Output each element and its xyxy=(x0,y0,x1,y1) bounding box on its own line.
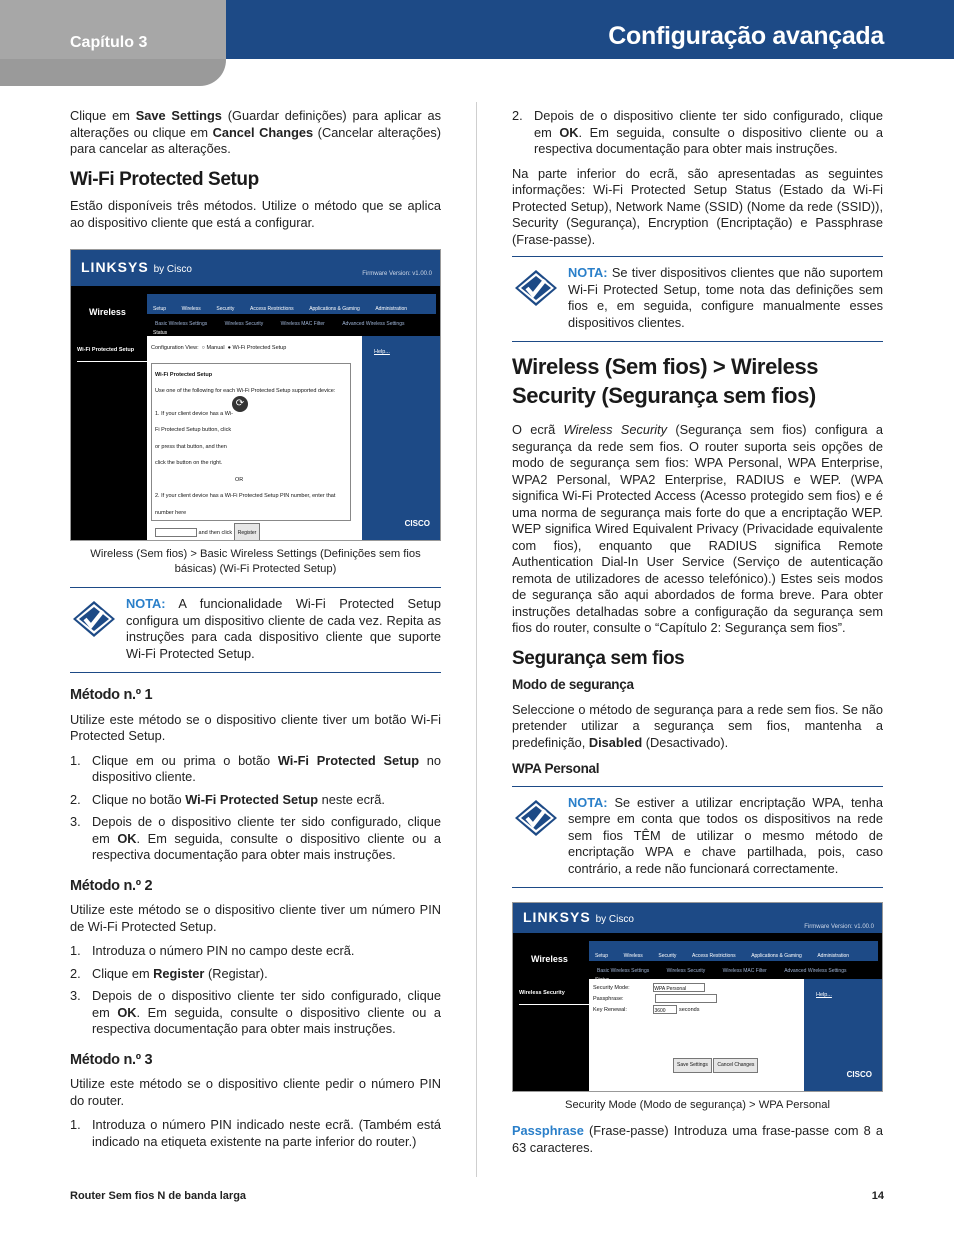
wps-text: Estão disponíveis três métodos. Utilize o método que se aplica ao dispositivo cliente que está a configurar. xyxy=(70,198,441,230)
wps-radio[interactable]: ● Wi-Fi Protected Setup xyxy=(227,345,287,351)
tab-setup[interactable]: Setup xyxy=(595,953,609,959)
passphrase-input[interactable] xyxy=(655,994,717,1003)
router-sidebar xyxy=(71,336,147,540)
subtab-mac[interactable]: Wireless MAC Filter xyxy=(280,321,325,327)
save-settings-button[interactable]: Save Settings xyxy=(673,1058,712,1073)
router-nav xyxy=(513,933,882,979)
wpa-heading: WPA Personal xyxy=(512,761,600,776)
router-body xyxy=(513,979,882,1091)
linksys-logo: LINKSYS by Cisco xyxy=(523,909,634,925)
info-paragraph: Na parte inferior do ecrã, são apresentadas as seguintes informações: Wi-Fi Protected Setup Status (Estado da Wi-Fi Protected Setup), Network Name (SSID) (Nome da rede (SSID)), Security (Segurança), Encryption (Encriptação) e Passphrase (Frase-passe). xyxy=(512,165,883,247)
method2-heading: Método n.º 2 xyxy=(70,877,153,894)
section-label: Wireless xyxy=(89,307,126,317)
checkmark-note-icon xyxy=(72,600,116,638)
security-heading: Segurança sem fios xyxy=(512,647,685,669)
wireless-security-text: O ecrã Wireless Security (Segurança sem fios) configura a segurança da rede sem fios. O router suporta seis opções de modo de segurança sem fios: WPA Personal, WPA Enterprise, WPA2 Personal, WPA2 Enterprise, RADIUS e WEP. (WPA significa Wi-Fi Protected Access (Acesso protegido sem fios) e é uma norma de segurança mais forte do que a encriptação WEP. WEP significa Wired Equivalent Privacy (Privacidade equivalente com fios), enquanto que RADIUS significa Remote Authentication Dial-In User Service (Serviço de autenticação remota de utilizadores de acesso telefónico).) Estes seis modos de segurança são aqui abordados de forma breve. Para obter instruções detalhadas sobre a configuração da segurança sem fios do router, consulte o “Capítulo 2: Segurança sem fios”. xyxy=(512,422,883,635)
router-sidebar xyxy=(513,979,589,1091)
method1-list xyxy=(70,753,441,864)
firmware-version: Firmware Version: v1.00.0 xyxy=(804,924,874,930)
or-label-1: OR xyxy=(235,476,244,483)
mode-heading: Modo de segurança xyxy=(512,677,634,692)
router-helpbar xyxy=(804,979,882,1091)
method2-text: Utilize este método se o dispositivo cliente tiver um número PIN de Wi-Fi Protected Setup. xyxy=(70,902,441,934)
list-item: 2. Clique no botão Wi-Fi Protected Setup neste ecrã. xyxy=(70,791,385,807)
method3-text: Utilize este método se o dispositivo cliente pedir o número PIN do router. xyxy=(70,1076,441,1108)
subtab-security[interactable]: Wireless Security xyxy=(666,968,706,974)
cancel-changes-button[interactable]: Cancel Changes xyxy=(713,1058,758,1073)
right-column xyxy=(512,108,883,1164)
pin-input[interactable] xyxy=(155,528,197,537)
intro-paragraph: Clique em Save Settings (Guardar definições) para aplicar as alterações ou clique em Cancel Changes (Cancelar alterações) para cancelar as alterações. xyxy=(70,108,441,156)
footer-product: Router Sem fios N de banda larga xyxy=(70,1190,247,1202)
config-view-row: Configuration View: ○ Manual ● Wi-Fi Protected Setup xyxy=(151,345,287,351)
router-main xyxy=(151,340,351,536)
section-label: Wireless xyxy=(531,954,568,964)
router-nav xyxy=(71,286,440,336)
subtab-mac[interactable]: Wireless MAC Filter xyxy=(722,968,767,974)
method3-heading: Método n.º 3 xyxy=(70,1051,153,1068)
router-subtabs xyxy=(589,963,878,980)
note-3: NOTA: Se estiver a utilizar encriptação WPA, tenha sempre em conta que todos os dispositivos na rede sem fios TÊM de utilizar o mesmo método de encriptação WPA e chave partilhada, pois, caso contrário, a rede não funcionará correctamente. xyxy=(512,786,883,889)
left-column xyxy=(70,108,441,1158)
chapter-label: Capítulo 3 xyxy=(70,34,148,51)
tab-access[interactable]: Access Restrictions xyxy=(250,306,294,312)
page-title: Configuração avançada xyxy=(608,22,884,50)
wps-step1: 1. If your client device has a Wi-Fi Protected Setup button, click or press that button, and then click the button on the right. xyxy=(155,410,233,466)
tab-wireless[interactable]: Wireless xyxy=(623,953,643,959)
register-button[interactable]: Register xyxy=(234,523,261,541)
list-item: 2. Depois de o dispositivo cliente ter sido configurado, clique em OK. Em seguida, consulte o dispositivo cliente ou a respectiva documentação para obter mais instruções. xyxy=(512,108,883,156)
list-item: 1. Introduza o número PIN no campo deste ecrã. xyxy=(70,943,355,958)
tab-admin[interactable]: Administration xyxy=(375,306,408,312)
key-renewal-input[interactable]: 3600 xyxy=(653,1005,677,1014)
list-item: 3. Depois de o dispositivo cliente ter sido configurado, clique em OK. Em seguida, consulte o dispositivo cliente ou a respectiva documentação para obter mais instruções. xyxy=(70,814,441,862)
tab-status[interactable]: Status xyxy=(153,329,168,336)
method3-list xyxy=(70,1117,441,1150)
passphrase-text: Passphrase (Frase-passe) Introduza uma frase-passe com 8 a 63 caracteres. xyxy=(512,1123,883,1155)
subtab-basic[interactable]: Basic Wireless Settings xyxy=(155,321,208,327)
note-1: NOTA: A funcionalidade Wi-Fi Protected Setup configura um dispositivo cliente de cada vez. Repita as instruções para cada dispositivo cliente que suporte Wi-Fi Protected Setup. xyxy=(70,587,441,673)
wps-heading: Wi-Fi Protected Setup xyxy=(70,168,259,190)
subtab-advanced[interactable]: Advanced Wireless Settings xyxy=(784,968,847,974)
checkmark-note-icon xyxy=(514,269,558,307)
linksys-logo: LINKSYS by Cisco xyxy=(81,259,192,275)
manual-radio[interactable]: ○ Manual xyxy=(201,345,225,351)
router-main: Security Mode: WPA Personal Passphrase: Key Renewal: 3600 seconds Save Settings Cancel Changes xyxy=(593,983,793,1073)
wpa-screenshot xyxy=(512,902,883,1092)
router-header xyxy=(513,903,882,933)
help-link[interactable]: Help... xyxy=(374,349,390,355)
list-item: 3. Depois de o dispositivo cliente ter sido configurado, clique em OK. Em seguida, consulte o dispositivo cliente ou a respectiva documentação para obter mais instruções. xyxy=(70,988,441,1036)
wps-box-sub: Use one of the following for each Wi-Fi Protected Setup supported device: xyxy=(155,388,336,394)
tab-access[interactable]: Access Restrictions xyxy=(692,953,736,959)
router-helpbar xyxy=(362,336,440,540)
tab-setup[interactable]: Setup xyxy=(153,306,167,312)
wps-screenshot xyxy=(70,249,441,541)
note-2: NOTA: Se tiver dispositivos clientes que não suportem Wi-Fi Protected Setup, tome nota das definições sem fios e, em seguida, configure manualmente esses dispositivos clientes. xyxy=(512,256,883,342)
checkmark-note-icon xyxy=(514,799,558,837)
list-item: 1. Clique em ou prima o botão Wi-Fi Protected Setup no dispositivo cliente. xyxy=(70,752,441,784)
screenshot1-caption: Wireless (Sem fios) > Basic Wireless Settings (Definições sem fios básicas) (Wi-Fi Protected Setup) xyxy=(90,548,421,575)
tab-security[interactable]: Security xyxy=(216,306,235,312)
sidebar-label: Wireless Security xyxy=(519,985,589,1005)
continued-list xyxy=(512,108,883,158)
wps-box: Wi-Fi Protected Setup Use one of the following for each Wi-Fi Protected Setup supported device: 1. If your client device has a Wi-Fi Protected Setup button, click or press that button, and then click the button on the right. ⟳ OR 2. If your client device has a Wi-Fi Protected Setup PIN number, enter that number here and then click Register xyxy=(151,363,351,521)
wps-box-title: Wi-Fi Protected Setup xyxy=(155,371,213,378)
page-number: 14 xyxy=(871,1190,884,1202)
tab-security[interactable]: Security xyxy=(658,953,677,959)
list-item: 2. Clique em Register (Registar). xyxy=(70,965,268,981)
list-item: 1. Introduza o número PIN indicado neste ecrã. (Também está indicado na etiqueta existente na parte inferior do router.) xyxy=(70,1117,441,1149)
method2-list xyxy=(70,943,441,1038)
method1-heading: Método n.º 1 xyxy=(70,687,153,703)
subtab-basic[interactable]: Basic Wireless Settings xyxy=(597,968,650,974)
wps-step2: 2. If your client device has a Wi-Fi Protected Setup PIN number, enter that number here xyxy=(155,493,336,516)
subtab-security[interactable]: Wireless Security xyxy=(224,321,264,327)
firmware-version: Firmware Version: v1.00.0 xyxy=(362,271,432,277)
router-tabs xyxy=(589,941,878,961)
screenshot2-caption: Security Mode (Modo de segurança) > WPA Personal xyxy=(564,1099,830,1111)
router-subtabs xyxy=(147,316,436,333)
tab-apps[interactable]: Applications & Gaming xyxy=(751,953,802,959)
tab-admin[interactable]: Administration xyxy=(817,953,850,959)
method1-text: Utilize este método se o dispositivo cliente tiver um botão Wi-Fi Protected Setup. xyxy=(70,711,441,743)
wireless-security-heading: Wireless (Sem fios) > Wireless Security (Segurança sem fios) xyxy=(512,354,819,408)
column-divider xyxy=(476,102,477,1177)
router-header xyxy=(71,250,440,286)
tab-apps[interactable]: Applications & Gaming xyxy=(309,306,360,312)
security-mode-select[interactable]: WPA Personal xyxy=(653,983,705,992)
tab-wireless[interactable]: Wireless xyxy=(181,306,201,312)
cisco-logo: CISCO xyxy=(404,518,430,528)
router-body xyxy=(71,336,440,540)
sidebar-label: Wi-Fi Protected Setup xyxy=(77,342,147,362)
help-link[interactable]: Help... xyxy=(816,992,832,998)
wps-button-icon[interactable]: ⟳ xyxy=(232,396,248,412)
subtab-advanced[interactable]: Advanced Wireless Settings xyxy=(342,321,405,327)
cisco-logo: CISCO xyxy=(846,1069,872,1079)
mode-text: Seleccione o método de segurança para a rede sem fios. Se não pretender utilizar a segurança sem fios, mantenha a predefinição, Disabled (Desactivado). xyxy=(512,701,883,750)
